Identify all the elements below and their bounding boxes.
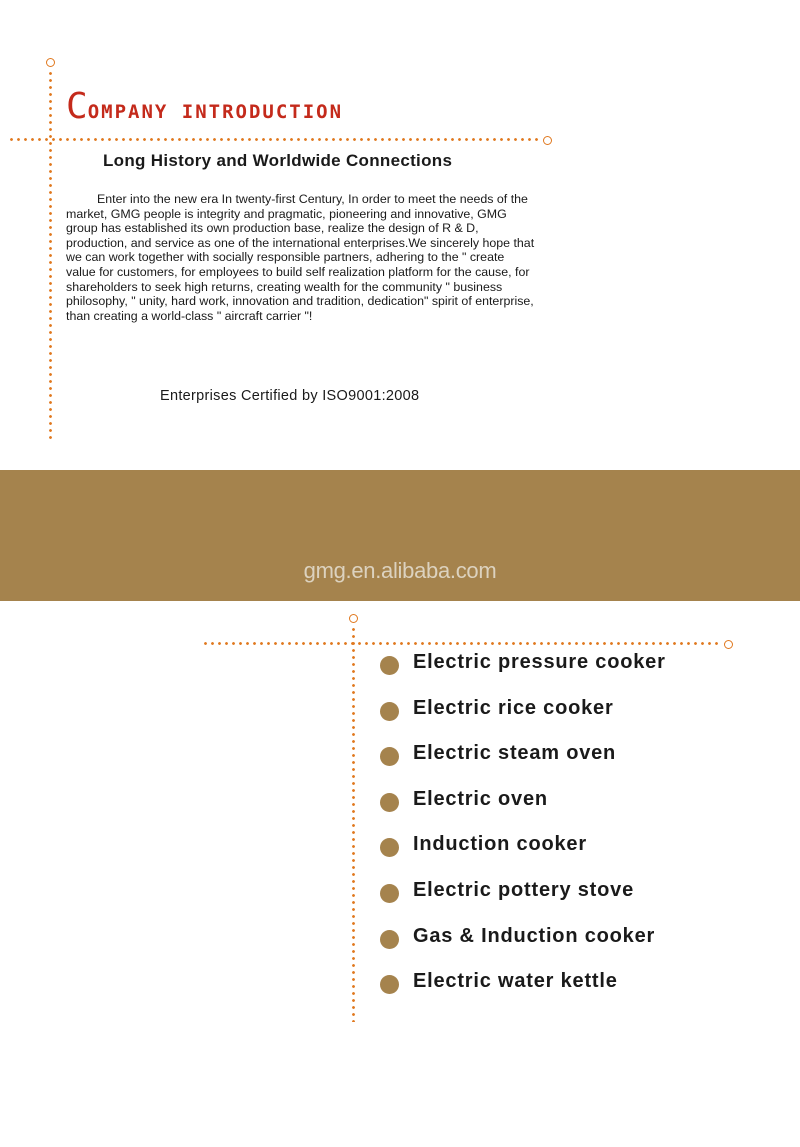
watermark: gmg.en.alibaba.com bbox=[303, 558, 497, 583]
top-vertical-dotted-line bbox=[49, 70, 52, 440]
product-label: Electric pressure cooker bbox=[413, 651, 666, 673]
bullet-dot-icon bbox=[380, 702, 399, 721]
list-item bbox=[380, 879, 666, 925]
list-item bbox=[380, 970, 666, 1016]
list-item bbox=[380, 788, 666, 834]
product-label: Gas & Induction cooker bbox=[413, 924, 656, 947]
list-item bbox=[380, 742, 666, 788]
bullet-dot-icon bbox=[380, 793, 399, 812]
bottom-ring-ornament bbox=[349, 614, 358, 623]
certification-text: Enterprises Certified by ISO9001:2008 bbox=[160, 388, 420, 404]
product-label: Electric water kettle bbox=[413, 970, 618, 993]
bottom-right-ring-ornament bbox=[724, 640, 733, 649]
list-item bbox=[380, 833, 666, 879]
product-label: Induction cooker bbox=[413, 833, 587, 856]
list-item bbox=[380, 651, 666, 697]
top-horizontal-dotted-line bbox=[8, 138, 540, 141]
bullet-dot-icon bbox=[380, 747, 399, 766]
title-rest: OMPANY INTRODUCTION bbox=[87, 101, 344, 123]
product-label: Electric rice cooker bbox=[413, 696, 614, 719]
bullet-dot-icon bbox=[380, 838, 399, 857]
list-item bbox=[380, 697, 666, 743]
bottom-horizontal-dotted-line bbox=[202, 642, 722, 645]
top-right-ring-ornament bbox=[543, 136, 552, 145]
page-title bbox=[66, 86, 343, 127]
subtitle: Long History and Worldwide Connections bbox=[103, 151, 453, 170]
product-list bbox=[380, 651, 666, 1016]
top-ring-ornament bbox=[46, 58, 55, 67]
list-item bbox=[380, 925, 666, 971]
bullet-dot-icon bbox=[380, 975, 399, 994]
bullet-dot-icon bbox=[380, 656, 399, 675]
bottom-vertical-dotted-line bbox=[352, 626, 355, 1022]
title-initial: C bbox=[66, 86, 88, 127]
product-label: Electric oven bbox=[413, 787, 548, 810]
product-label: Electric pottery stove bbox=[413, 878, 635, 901]
product-label: Electric steam oven bbox=[413, 742, 617, 765]
bullet-dot-icon bbox=[380, 930, 399, 949]
intro-paragraph: Enter into the new era In twenty-first Century, In order to meet the needs of the market, GMG people is integrity and pragmatic, pioneering and innovative, GMG group has established its own production base, realize the design of R & D, production, and service as one of the international enterprises.We sincerely hope that we can work together with socially responsible partners, adhering to the " create value for customers, for employees to build self realization platform for the cause, for shareholders to seek high returns, creating wealth for the community " business philosophy, " unity, hard work, innovation and tradition, dedication" spirit of enterprise, than creating a world-class " aircraft carrier "! bbox=[66, 192, 535, 323]
bullet-dot-icon bbox=[380, 884, 399, 903]
